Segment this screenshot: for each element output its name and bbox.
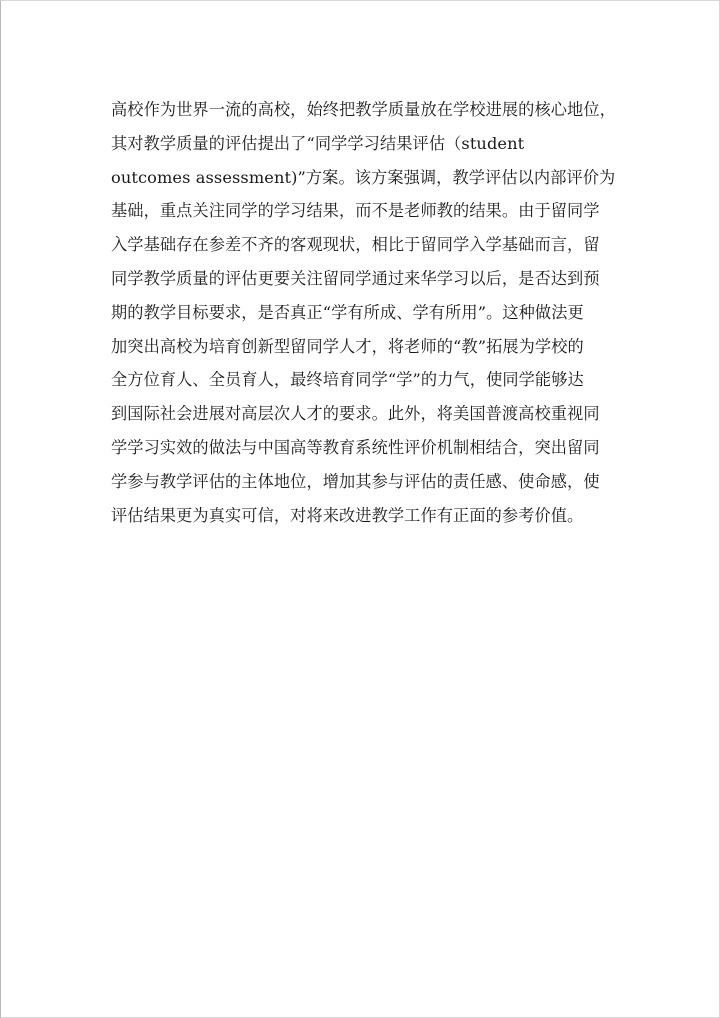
- paragraph-line: 其对教学质量的评估提出了“同学学习结果评估（student: [111, 133, 525, 153]
- paragraph-line: 全方位育人、全员育人，最终培育同学“学”的力气，使同学能够达: [111, 370, 584, 390]
- paragraph-line: 入学基础存在参差不齐的客观现状，相比于留同学入学基础而言，留: [111, 235, 600, 255]
- body-paragraph: [111, 93, 671, 532]
- paragraph-line: 高校作为世界一流的高校，始终把教学质量放在学校进展的核心地位，: [111, 100, 616, 119]
- paragraph-line: 基础，重点关注同学的学习结果，而不是老师教的结果。由于留同学: [111, 201, 600, 221]
- paragraph-line: 学参与教学评估的主体地位，增加其参与评估的责任感、使命感，使: [111, 471, 600, 491]
- paragraph-line: 评估结果更为真实可信，对将来改进教学工作有正面的参考价值。: [111, 505, 584, 525]
- paragraph-line: 学学习实效的做法与中国高等教育系统性评价机制相结合，突出留同: [111, 437, 600, 457]
- paragraph-line: outcomes assessment)”方案。该方案强调，教学评估以内部评价为: [111, 167, 616, 187]
- paragraph-line: 同学教学质量的评估更要关注留同学通过来华学习以后，是否达到预: [111, 268, 600, 288]
- paragraph-line: 到国际社会进展对高层次人才的要求。此外，将美国普渡高校重视同: [111, 404, 600, 424]
- paragraph-line: 加突出高校为培育创新型留同学人才，将老师的“教”拓展为学校的: [111, 336, 584, 356]
- paragraph-line: 期的教学目标要求，是否真正“学有所成、学有所用”。这种做法更: [111, 302, 584, 322]
